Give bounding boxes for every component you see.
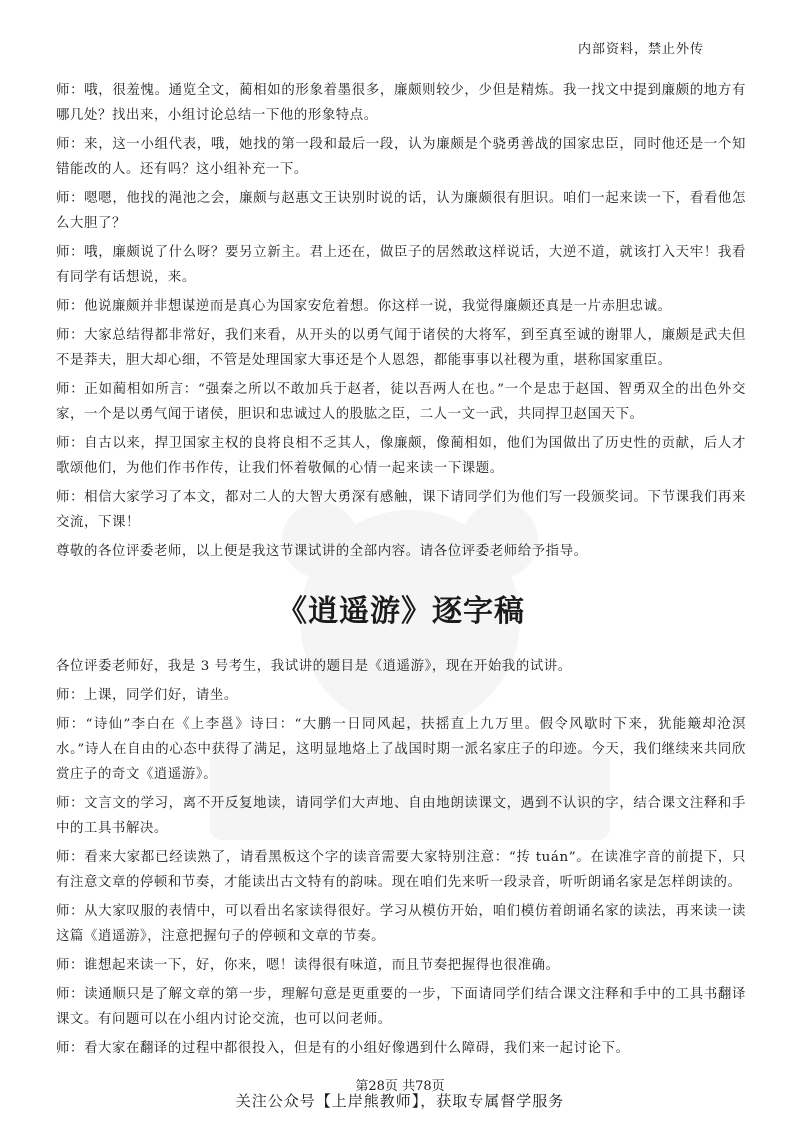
paragraph: 师：相信大家学习了本文，都对二人的大智大勇深有感触，课下请同学们为他们写一段颁奖词。下节课我们再来交流，下课！ (56, 490, 746, 530)
paragraph: 师：自古以来，捍卫国家主权的良将良相不乏其人，像廉颇，像蔺相如，他们为国做出了历史性的贡献，后人才歌颂他们，为他们作书作传，让我们怀着敬佩的心情一起来读一下课题。 (56, 436, 746, 476)
paragraph: 师：读通顺只是了解文章的第一步，理解句意是更重要的一步，下面请同学们结合课文注释和手中的工具书翻译课文。有问题可以在小组内讨论交流，也可以问老师。 (56, 987, 746, 1027)
paragraph: 师：看大家在翻译的过程中都很投入，但是有的小组好像遇到什么障碍，我们来一起讨论下。 (56, 1041, 630, 1056)
paragraph: 师：上课，同学们好，请坐。 (56, 688, 238, 703)
page-number: 第28页 共78页 (355, 1079, 445, 1094)
internal-notice: 内部资料，禁止外传 (577, 42, 704, 57)
paragraph: 师：正如蔺相如所言：“强秦之所以不敢加兵于赵者，徒以吾两人在也。”一个是忠于赵国、智勇双全的出色外交家，一个是以勇气闻于诸侯，胆识和忠诚过人的股肱之臣，二人一文一武，共同捍卫赵国天下。 (56, 382, 746, 422)
paragraph: 师：来，这一小组代表，哦，她找的第一段和最后一段，认为廉颇是个骁勇善战的国家忠臣，同时他还是一个知错能改的人。还有吗？这小组补充一下。 (56, 137, 746, 177)
paragraph: 师：谁想起来读一下，好，你来，嗯！读得很有味道，而且节奏把握得也很准确。 (56, 958, 560, 973)
paragraph: 尊敬的各位评委老师，以上便是我这节课试讲的全部内容。请各位评委老师给予指导。 (56, 544, 588, 559)
paragraph: 师：嗯嗯，他找的渑池之会，廉颇与赵惠文王诀别时说的话，认为廉颇很有胆识。咱们一起来读一下，看看他怎么大胆了？ (56, 191, 746, 231)
section-lianpo (56, 78, 746, 564)
paragraph: 师：哦，廉颇说了什么呀？要另立新主。君上还在，做臣子的居然敢这样说话，大逆不道，就该打入天牢！我看有同学有话想说，来。 (56, 245, 746, 285)
paragraph: 师：文言文的学习，离不开反复地读，请同学们大声地、自由地朗读课文，遇到不认识的字，结合课文注释和手中的工具书解决。 (56, 796, 746, 836)
section-title: 《逍遥游》逐字稿 (277, 594, 525, 629)
footer-promo: 关注公众号【上岸熊教师】，获取专属督学服务 (235, 1092, 565, 1110)
paragraph: 师：大家总结得都非常好，我们来看，从开头的以勇气闻于诸侯的大将军，到至真至诚的谢罪人，廉颇是武夫但不是莽夫，胆大却心细，不管是处理国家大事还是个人恩怨，都能事事以社稷为重，堪称国家重臣。 (56, 328, 746, 368)
paragraph: 师：他说廉颇并非想谋逆而是真心为国家安危着想。你这样一说，我觉得廉颇还真是一片赤胆忠诚。 (56, 299, 672, 314)
paragraph: 师：“诗仙”李白在《上李邕》诗曰：“大鹏一日同风起，扶摇直上九万里。假令风歇时下来，犹能簸却沧溟水。”诗人在自由的心态中获得了满足，这明显地烙上了战国时期一派名家庄子的印迹。今天，我们继续来共同欣赏庄子的奇文《逍遥游》。 (56, 717, 746, 782)
paragraph: 师：看来大家都已经读熟了，请看黑板这个字的读音需要大家特别注意：“抟 tuán”。在读准字音的前提下，只有注意文章的停顿和节奏，才能读出古文特有的韵味。现在咱们先来听一段录音，听听朗诵名家是怎样朗读的。 (56, 850, 746, 890)
paragraph: 师：哦，很羞愧。通览全文，蔺相如的形象着墨很多，廉颇则较少，少但是精炼。我一找文中提到廉颇的地方有哪几处？找出来，小组讨论总结一下他的形象特点。 (56, 83, 746, 123)
document-body (56, 78, 746, 1065)
paragraph: 各位评委老师好，我是 3 号考生，我试讲的题目是《逍遥游》，现在开始我的试讲。 (56, 659, 572, 674)
section-xiaoyaoyou (56, 654, 746, 1061)
paragraph: 师：从大家叹服的表情中，可以看出名家读得很好。学习从模仿开始，咱们模仿着朗诵名家的读法，再来读一读这篇《逍遥游》，注意把握句子的停顿和文章的节奏。 (56, 904, 746, 944)
